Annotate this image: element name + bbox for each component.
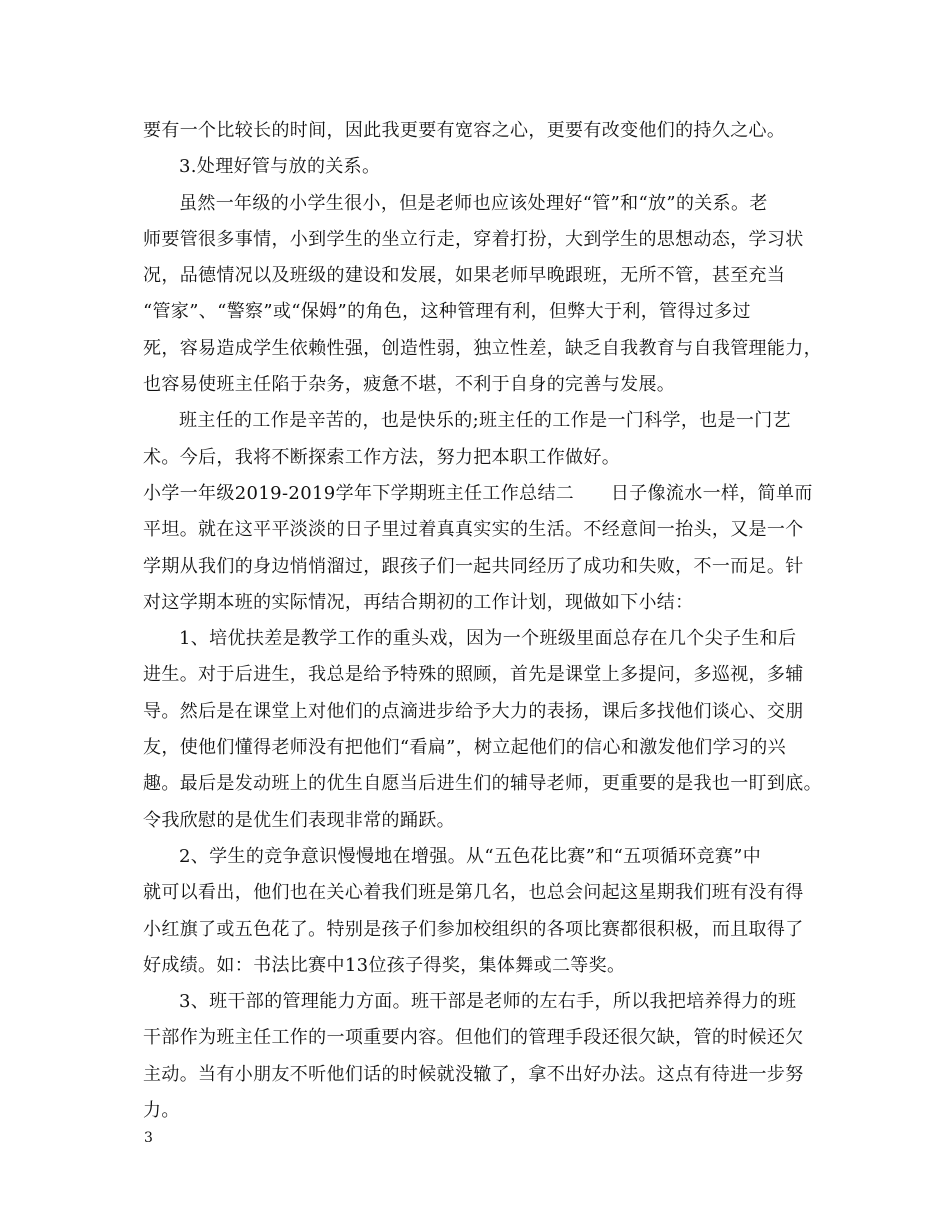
- text-line: 就可以看出，他们也在关心着我们班是第几名，也总会问起这星期我们班有没有得: [143, 882, 804, 904]
- text-line: 友，使他们懂得老师没有把他们“看扁”，树立起他们的信心和激发他们学习的兴: [143, 737, 787, 759]
- text-line: 师要管很多事情，小到学生的坐立行走，穿着打扮，大到学生的思想动态，学习状: [143, 228, 804, 250]
- text-line: 力。: [143, 1100, 180, 1122]
- text-line: 小学一年级2019-2019学年下学期班主任工作总结二 日子像流水一样，简单而: [143, 482, 813, 504]
- text-line: 况，品德情况以及班级的建设和发展，如果老师早晚跟班，无所不管，甚至充当: [143, 265, 786, 287]
- text-line: 术。今后，我将不断探索工作方法，努力把本职工作做好。: [143, 446, 621, 468]
- text-line: 2、学生的竞争意识慢慢地在增强。从“五色花比赛”和“五项循环竞赛”中: [179, 845, 762, 867]
- text-line: 小红旗了或五色花了。特别是孩子们参加校组织的各项比赛都很积极，而且取得了: [143, 918, 804, 940]
- page-number: 3: [144, 1130, 153, 1146]
- document-body: [143, 113, 833, 1129]
- text-line: 也容易使班主任陷于杂务，疲惫不堪，不利于自身的完善与发展。: [143, 374, 676, 396]
- text-line: 班主任的工作是辛苦的，也是快乐的;班主任的工作是一门科学，也是一门艺: [179, 410, 791, 432]
- text-line: 3、班干部的管理能力方面。班干部是老师的左右手，所以我把培养得力的班: [179, 991, 797, 1013]
- text-line: 死，容易造成学生依赖性强，创造性弱，独立性差，缺乏自我教育与自我管理能力，: [143, 337, 822, 359]
- text-line: 进生。对于后进生，我总是给予特殊的照顾，首先是课堂上多提问，多巡视，多辅: [143, 664, 804, 686]
- text-line: 要有一个比较长的时间，因此我更要有宽容之心，更要有改变他们的持久之心。: [143, 120, 786, 141]
- text-line: 趣。最后是发动班上的优生自愿当后进生们的辅导老师，更重要的是我也一盯到底。: [143, 773, 822, 795]
- text-line: 导。然后是在课堂上对他们的点滴进步给予大力的表扬，课后多找他们谈心、交朋: [143, 700, 804, 722]
- text-line: 令我欣慰的是优生们表现非常的踊跃。: [143, 809, 455, 831]
- text-line: 干部作为班主任工作的一项重要内容。但他们的管理手段还很欠缺，管的时候还欠: [143, 1027, 804, 1049]
- text-line: 3.处理好管与放的关系。: [179, 156, 381, 178]
- text-line: 主动。当有小朋友不听他们话的时候就没辙了，拿不出好办法。这点有待进一步努: [143, 1063, 804, 1085]
- text-line: 对这学期本班的实际情况，再结合期初的工作计划，现做如下小结：: [143, 591, 694, 613]
- text-line: 学期从我们的身边悄悄溜过，跟孩子们一起共同经历了成功和失败，不一而足。针: [143, 555, 804, 577]
- text-line: “管家”、“警察”或“保姆”的角色，这种管理有利，但弊大于利，管得过多过: [143, 301, 751, 323]
- text-line: 好成绩。如：书法比赛中13位孩子得奖，集体舞或二等奖。: [143, 954, 626, 976]
- text-line: 平坦。就在这平平淡淡的日子里过着真真实实的生活。不经意间一抬头，又是一个: [143, 519, 804, 541]
- text-line: 1、培优扶差是教学工作的重头戏，因为一个班级里面总存在几个尖子生和后: [179, 628, 797, 650]
- text-line: 虽然一年级的小学生很小，但是老师也应该处理好“管”和“放”的关系。老: [179, 192, 768, 214]
